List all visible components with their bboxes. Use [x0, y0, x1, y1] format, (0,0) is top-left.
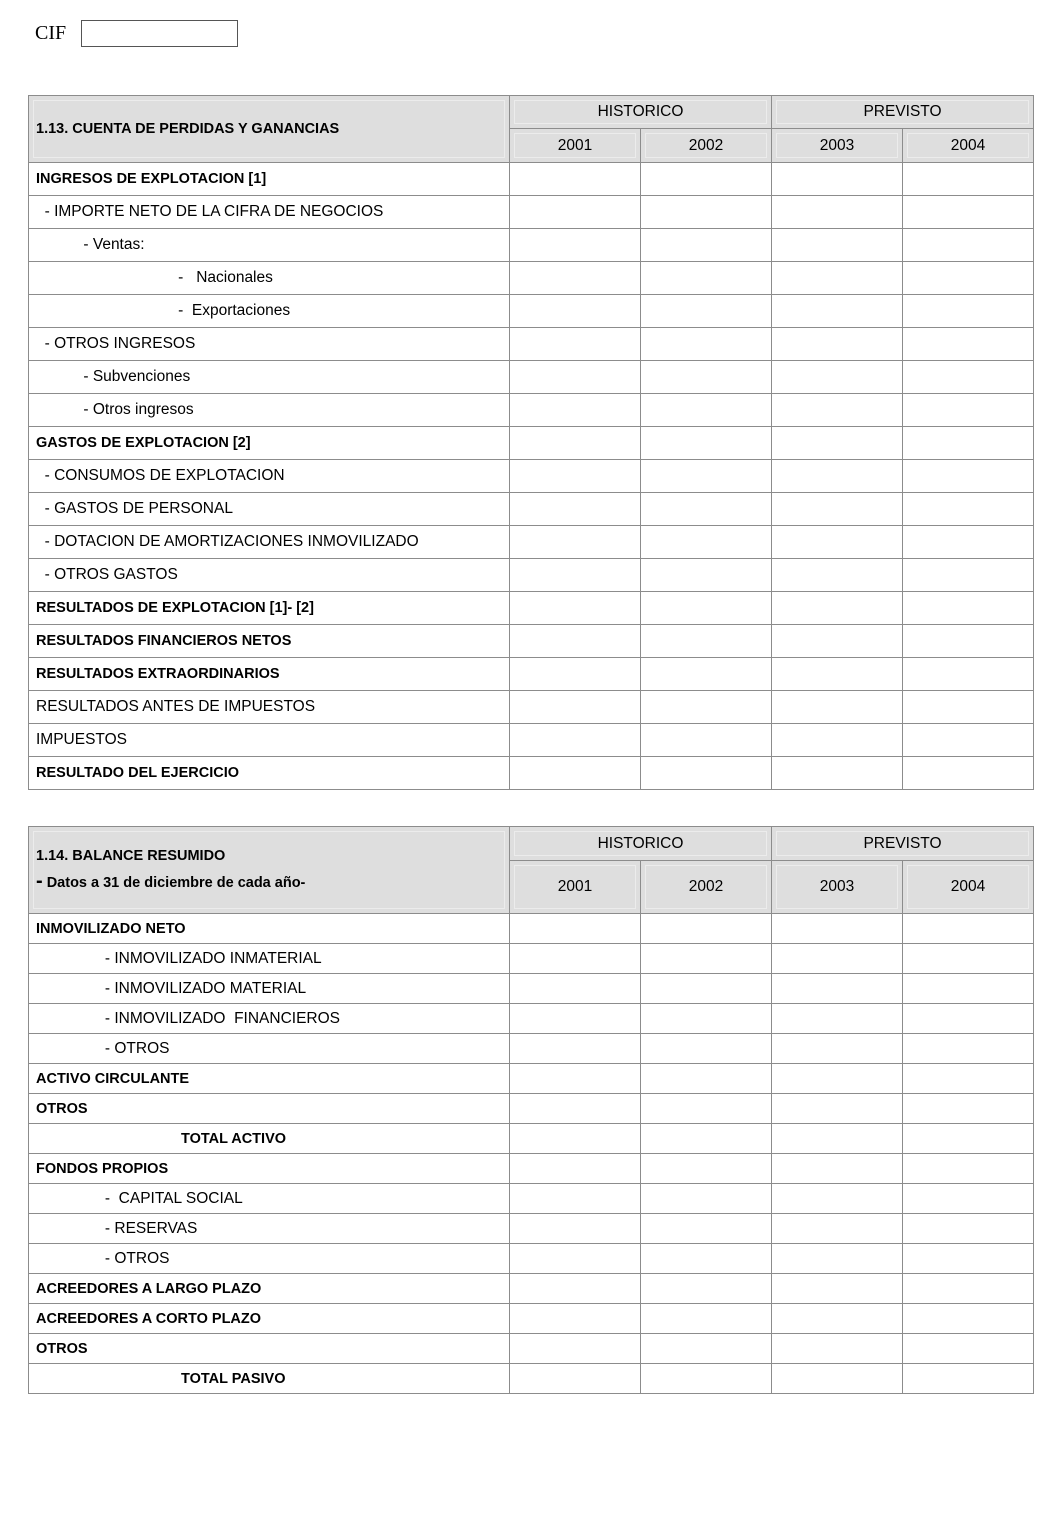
value-cell[interactable]	[903, 625, 1034, 658]
value-cell[interactable]	[903, 526, 1034, 559]
historico-header: HISTORICO	[510, 96, 772, 129]
value-cell[interactable]	[772, 1094, 903, 1124]
value-cell[interactable]	[510, 1364, 641, 1394]
row-label: - DOTACION DE AMORTIZACIONES INMOVILIZADO	[29, 526, 510, 559]
value-cell[interactable]	[903, 394, 1034, 427]
profit-loss-row	[29, 361, 1034, 394]
row-label: - Exportaciones	[29, 295, 510, 328]
value-cell[interactable]	[510, 361, 641, 394]
value-cell[interactable]	[510, 1004, 641, 1034]
value-cell[interactable]	[510, 658, 641, 691]
row-label: - Nacionales	[29, 262, 510, 295]
value-cell[interactable]	[641, 526, 772, 559]
value-cell[interactable]	[641, 944, 772, 974]
value-cell[interactable]	[510, 1094, 641, 1124]
value-cell[interactable]	[510, 592, 641, 625]
value-cell[interactable]	[641, 559, 772, 592]
row-label: TOTAL ACTIVO	[29, 1124, 510, 1154]
value-cell[interactable]	[641, 295, 772, 328]
value-cell[interactable]	[903, 1334, 1034, 1364]
profit-loss-row	[29, 460, 1034, 493]
year-header: 2002	[641, 129, 772, 163]
balance-row	[29, 1034, 1034, 1064]
value-cell[interactable]	[903, 691, 1034, 724]
value-cell[interactable]	[641, 460, 772, 493]
value-cell[interactable]	[510, 691, 641, 724]
value-cell[interactable]	[641, 361, 772, 394]
value-cell[interactable]	[903, 1184, 1034, 1214]
value-cell[interactable]	[772, 1124, 903, 1154]
balance-row	[29, 1184, 1034, 1214]
value-cell[interactable]	[772, 328, 903, 361]
balance-title-cell	[29, 827, 510, 914]
value-cell[interactable]	[510, 724, 641, 757]
value-cell[interactable]	[641, 1334, 772, 1364]
value-cell[interactable]	[772, 944, 903, 974]
row-label: TOTAL PASIVO	[29, 1364, 510, 1394]
value-cell[interactable]	[641, 1124, 772, 1154]
value-cell[interactable]	[641, 1034, 772, 1064]
balance-row	[29, 1214, 1034, 1244]
profit-loss-row	[29, 625, 1034, 658]
balance-row	[29, 974, 1034, 1004]
value-cell[interactable]	[510, 559, 641, 592]
profit-loss-row	[29, 328, 1034, 361]
value-cell[interactable]	[772, 625, 903, 658]
value-cell[interactable]	[641, 196, 772, 229]
value-cell[interactable]	[641, 328, 772, 361]
balance-row	[29, 914, 1034, 944]
value-cell[interactable]	[510, 1274, 641, 1304]
profit-loss-table	[28, 95, 1034, 790]
value-cell[interactable]	[772, 1214, 903, 1244]
value-cell[interactable]	[903, 1154, 1034, 1184]
row-label: OTROS	[29, 1334, 510, 1364]
profit-loss-row	[29, 526, 1034, 559]
value-cell[interactable]	[772, 724, 903, 757]
value-cell[interactable]	[641, 1214, 772, 1244]
value-cell[interactable]	[772, 1154, 903, 1184]
value-cell[interactable]	[641, 724, 772, 757]
balance-row	[29, 1064, 1034, 1094]
row-label: RESULTADOS ANTES DE IMPUESTOS	[29, 691, 510, 724]
value-cell[interactable]	[641, 229, 772, 262]
value-cell[interactable]	[641, 394, 772, 427]
value-cell[interactable]	[641, 493, 772, 526]
row-label: - OTROS	[29, 1244, 510, 1274]
value-cell[interactable]	[641, 1244, 772, 1274]
value-cell[interactable]	[903, 592, 1034, 625]
year-header: 2001	[510, 861, 641, 914]
value-cell[interactable]	[510, 229, 641, 262]
value-cell[interactable]	[772, 914, 903, 944]
profit-loss-row	[29, 229, 1034, 262]
value-cell[interactable]	[510, 196, 641, 229]
value-cell[interactable]	[903, 1064, 1034, 1094]
profit-loss-row	[29, 427, 1034, 460]
value-cell[interactable]	[903, 361, 1034, 394]
row-label: RESULTADOS FINANCIEROS NETOS	[29, 625, 510, 658]
value-cell[interactable]	[772, 394, 903, 427]
value-cell[interactable]	[903, 944, 1034, 974]
value-cell[interactable]	[903, 658, 1034, 691]
profit-loss-row	[29, 658, 1034, 691]
value-cell[interactable]	[903, 1004, 1034, 1034]
profit-loss-row	[29, 757, 1034, 790]
value-cell[interactable]	[641, 974, 772, 1004]
year-header: 2001	[510, 129, 641, 163]
row-label: FONDOS PROPIOS	[29, 1154, 510, 1184]
cif-field-group	[35, 20, 238, 47]
balance-row	[29, 1274, 1034, 1304]
row-label: ACREEDORES A LARGO PLAZO	[29, 1274, 510, 1304]
value-cell[interactable]	[641, 1304, 772, 1334]
row-label: - INMOVILIZADO MATERIAL	[29, 974, 510, 1004]
value-cell[interactable]	[903, 1364, 1034, 1394]
value-cell[interactable]	[772, 658, 903, 691]
year-header: 2004	[903, 129, 1034, 163]
value-cell[interactable]	[510, 1154, 641, 1184]
row-label: - OTROS GASTOS	[29, 559, 510, 592]
row-label: GASTOS DE EXPLOTACION [2]	[29, 427, 510, 460]
value-cell[interactable]	[772, 1064, 903, 1094]
row-label: - Otros ingresos	[29, 394, 510, 427]
value-cell[interactable]	[641, 1364, 772, 1394]
value-cell[interactable]	[510, 1124, 641, 1154]
value-cell[interactable]	[772, 262, 903, 295]
balance-title: 1.14. BALANCE RESUMIDO	[36, 847, 226, 864]
row-label: ACREEDORES A CORTO PLAZO	[29, 1304, 510, 1334]
value-cell[interactable]	[510, 163, 641, 196]
value-cell[interactable]	[903, 1034, 1034, 1064]
value-cell[interactable]	[641, 262, 772, 295]
profit-loss-row	[29, 295, 1034, 328]
value-cell[interactable]	[772, 1244, 903, 1274]
profit-loss-row	[29, 262, 1034, 295]
row-label: - Subvenciones	[29, 361, 510, 394]
value-cell[interactable]	[510, 295, 641, 328]
value-cell[interactable]	[903, 974, 1034, 1004]
value-cell[interactable]	[510, 1064, 641, 1094]
value-cell[interactable]	[772, 163, 903, 196]
balance-row	[29, 1124, 1034, 1154]
value-cell[interactable]	[903, 427, 1034, 460]
row-label: - OTROS INGRESOS	[29, 328, 510, 361]
value-cell[interactable]	[641, 914, 772, 944]
row-label: IMPUESTOS	[29, 724, 510, 757]
value-cell[interactable]	[772, 559, 903, 592]
value-cell[interactable]	[772, 1004, 903, 1034]
value-cell[interactable]	[903, 559, 1034, 592]
row-label: ACTIVO CIRCULANTE	[29, 1064, 510, 1094]
row-label: - CONSUMOS DE EXPLOTACION	[29, 460, 510, 493]
value-cell[interactable]	[903, 1094, 1034, 1124]
row-label: - INMOVILIZADO INMATERIAL	[29, 944, 510, 974]
cif-input[interactable]	[81, 20, 238, 47]
value-cell[interactable]	[510, 914, 641, 944]
year-header: 2002	[641, 861, 772, 914]
value-cell[interactable]	[772, 460, 903, 493]
value-cell[interactable]	[510, 1214, 641, 1244]
value-cell[interactable]	[903, 229, 1034, 262]
value-cell[interactable]	[510, 625, 641, 658]
balance-table	[28, 826, 1034, 1394]
value-cell[interactable]	[903, 1214, 1034, 1244]
value-cell[interactable]	[903, 757, 1034, 790]
value-cell[interactable]	[772, 1364, 903, 1394]
balance-row	[29, 1004, 1034, 1034]
year-header: 2003	[772, 129, 903, 163]
value-cell[interactable]	[641, 757, 772, 790]
balance-row	[29, 1364, 1034, 1394]
value-cell[interactable]	[641, 658, 772, 691]
value-cell[interactable]	[772, 1184, 903, 1214]
value-cell[interactable]	[510, 328, 641, 361]
profit-loss-row	[29, 592, 1034, 625]
value-cell[interactable]	[772, 592, 903, 625]
value-cell[interactable]	[772, 427, 903, 460]
value-cell[interactable]	[510, 262, 641, 295]
balance-row	[29, 944, 1034, 974]
balance-row	[29, 1094, 1034, 1124]
previsto-header: PREVISTO	[772, 827, 1034, 861]
value-cell[interactable]	[510, 1184, 641, 1214]
value-cell[interactable]	[641, 592, 772, 625]
value-cell[interactable]	[772, 229, 903, 262]
row-label: - INMOVILIZADO FINANCIEROS	[29, 1004, 510, 1034]
value-cell[interactable]	[903, 196, 1034, 229]
value-cell[interactable]	[641, 1274, 772, 1304]
value-cell[interactable]	[641, 625, 772, 658]
value-cell[interactable]	[641, 1154, 772, 1184]
profit-loss-row	[29, 691, 1034, 724]
value-cell[interactable]	[772, 196, 903, 229]
row-label: - IMPORTE NETO DE LA CIFRA DE NEGOCIOS	[29, 196, 510, 229]
value-cell[interactable]	[641, 427, 772, 460]
value-cell[interactable]	[510, 1304, 641, 1334]
row-label: - GASTOS DE PERSONAL	[29, 493, 510, 526]
value-cell[interactable]	[641, 1094, 772, 1124]
value-cell[interactable]	[903, 262, 1034, 295]
value-cell[interactable]	[510, 460, 641, 493]
profit-loss-title: 1.13. CUENTA DE PERDIDAS Y GANANCIAS	[36, 121, 340, 137]
value-cell[interactable]	[510, 1334, 641, 1364]
value-cell[interactable]	[903, 460, 1034, 493]
balance-row	[29, 1244, 1034, 1274]
row-label: - RESERVAS	[29, 1214, 510, 1244]
year-header: 2004	[903, 861, 1034, 914]
value-cell[interactable]	[772, 1274, 903, 1304]
value-cell[interactable]	[510, 974, 641, 1004]
value-cell[interactable]	[772, 974, 903, 1004]
value-cell[interactable]	[510, 493, 641, 526]
value-cell[interactable]	[903, 1244, 1034, 1274]
row-label: - OTROS	[29, 1034, 510, 1064]
row-label: INGRESOS DE EXPLOTACION [1]	[29, 163, 510, 196]
value-cell[interactable]	[903, 163, 1034, 196]
profit-loss-row	[29, 493, 1034, 526]
value-cell[interactable]	[510, 526, 641, 559]
value-cell[interactable]	[772, 1304, 903, 1334]
row-label: RESULTADOS DE EXPLOTACION [1]- [2]	[29, 592, 510, 625]
balance-row	[29, 1154, 1034, 1184]
value-cell[interactable]	[772, 295, 903, 328]
cif-label: CIF	[35, 22, 67, 44]
value-cell[interactable]	[772, 1334, 903, 1364]
value-cell[interactable]	[641, 1064, 772, 1094]
value-cell[interactable]	[772, 493, 903, 526]
value-cell[interactable]	[772, 526, 903, 559]
value-cell[interactable]	[510, 1034, 641, 1064]
value-cell[interactable]	[641, 691, 772, 724]
value-cell[interactable]	[641, 1004, 772, 1034]
row-label: OTROS	[29, 1094, 510, 1124]
value-cell[interactable]	[903, 1304, 1034, 1334]
value-cell[interactable]	[772, 757, 903, 790]
value-cell[interactable]	[903, 914, 1034, 944]
profit-loss-row	[29, 196, 1034, 229]
row-label: INMOVILIZADO NETO	[29, 914, 510, 944]
row-label: - CAPITAL SOCIAL	[29, 1184, 510, 1214]
previsto-header: PREVISTO	[772, 96, 1034, 129]
balance-row	[29, 1334, 1034, 1364]
value-cell[interactable]	[903, 493, 1034, 526]
balance-row	[29, 1304, 1034, 1334]
profit-loss-row	[29, 163, 1034, 196]
value-cell[interactable]	[772, 1034, 903, 1064]
value-cell[interactable]	[510, 394, 641, 427]
row-label: RESULTADOS EXTRAORDINARIOS	[29, 658, 510, 691]
value-cell[interactable]	[510, 944, 641, 974]
historico-header: HISTORICO	[510, 827, 772, 861]
value-cell[interactable]	[772, 361, 903, 394]
value-cell[interactable]	[772, 691, 903, 724]
value-cell[interactable]	[903, 1124, 1034, 1154]
row-label: - Ventas:	[29, 229, 510, 262]
profit-loss-row	[29, 559, 1034, 592]
value-cell[interactable]	[641, 163, 772, 196]
value-cell[interactable]	[641, 1184, 772, 1214]
profit-loss-row	[29, 724, 1034, 757]
row-label: RESULTADO DEL EJERCICIO	[29, 757, 510, 790]
profit-loss-title-cell	[29, 96, 510, 163]
value-cell[interactable]	[903, 1274, 1034, 1304]
value-cell[interactable]	[510, 1244, 641, 1274]
value-cell[interactable]	[903, 328, 1034, 361]
year-header: 2003	[772, 861, 903, 914]
profit-loss-row	[29, 394, 1034, 427]
balance-subtitle: - Datos a 31 de diciembre de cada año-	[36, 869, 306, 892]
value-cell[interactable]	[510, 427, 641, 460]
value-cell[interactable]	[903, 295, 1034, 328]
value-cell[interactable]	[903, 724, 1034, 757]
value-cell[interactable]	[510, 757, 641, 790]
